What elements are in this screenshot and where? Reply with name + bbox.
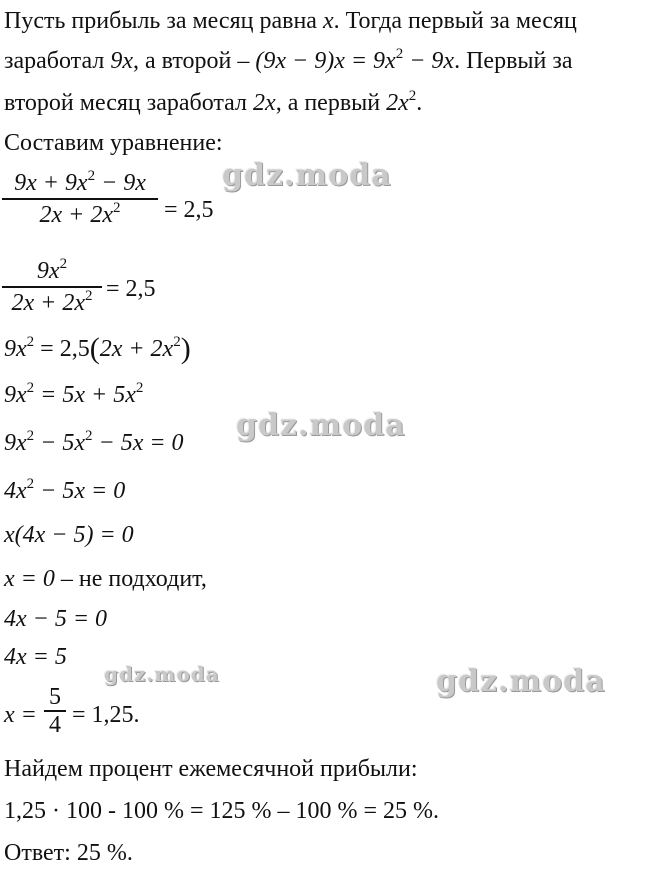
math-expr: 4x — [4, 478, 27, 504]
equation-6 — [4, 476, 125, 506]
equation-9: 4x − 5 = 0 — [4, 606, 108, 632]
exponent: 2 — [408, 88, 417, 104]
equation-5 — [4, 428, 184, 458]
watermark-logo: gdz.moda — [222, 158, 392, 193]
math-expr: 2x — [386, 90, 409, 116]
exponent: 2 — [135, 380, 144, 396]
text-segment: – не подходит, — [54, 566, 207, 592]
math-expr: 9x + 9x — [14, 170, 88, 196]
paren-close: ) — [180, 332, 191, 365]
math-expr: = 5x + 5x — [34, 382, 136, 408]
math-expr: − 5x = 0 — [92, 430, 184, 456]
text-segment: заработал — [4, 48, 111, 74]
watermark-logo: gdz.moda — [104, 662, 220, 686]
fraction-denominator — [2, 200, 158, 230]
exponent: 2 — [85, 287, 93, 304]
equation-11-rhs: = 1,25. — [72, 702, 140, 728]
fraction-eq1 — [2, 168, 158, 230]
equation-3 — [4, 334, 191, 364]
exponent: 2 — [59, 256, 68, 272]
equation-4 — [4, 380, 143, 410]
text-line-3 — [4, 88, 422, 118]
math-expr: − 5x = 0 — [34, 478, 126, 504]
text-segment: . — [416, 90, 423, 116]
text-calculation: 1,25 · 100 - 100 % = 125 % – 100 % = 25 %. — [4, 798, 440, 824]
exponent: 2 — [173, 334, 181, 350]
exponent: 2 — [85, 428, 93, 444]
text-segment: . Тогда первый за месяц — [333, 8, 577, 34]
equation-rhs: = 2,5 — [164, 197, 214, 223]
text-segment: второй месяц заработал — [4, 90, 254, 116]
exponent: 2 — [26, 380, 35, 396]
equation-7: x(4x − 5) = 0 — [4, 522, 134, 548]
fraction-denominator — [2, 288, 102, 318]
exponent: 2 — [113, 199, 121, 216]
text-segment: . Первый за — [454, 48, 573, 74]
equation-11-lhs: x = — [4, 702, 37, 728]
math-expr: (9x − 9)x = 9x — [255, 48, 396, 74]
fraction-numerator: 5 — [49, 684, 61, 710]
math-expr: 9x — [36, 258, 60, 284]
math-expr: 9x — [4, 382, 27, 408]
equation-8 — [4, 564, 207, 594]
math-expr: 2x + 2x — [99, 336, 174, 362]
math-expr: 9x — [4, 336, 27, 362]
text-line-4 — [4, 128, 223, 158]
math-expr: 9x — [110, 48, 133, 74]
text-line-2 — [4, 46, 573, 76]
watermark-logo: gdz.moda — [436, 664, 606, 699]
math-expr: − 5x — [34, 430, 86, 456]
text-line-1 — [4, 6, 577, 36]
exponent: 2 — [395, 46, 404, 62]
text-segment: Пусть прибыль за месяц равна — [4, 8, 323, 34]
watermark-logo: gdz.moda — [236, 408, 406, 443]
text-segment: , а первый — [275, 90, 387, 116]
math-expr: 2x — [253, 90, 276, 116]
math-expr: − 9x — [95, 170, 146, 196]
math-var: x — [322, 8, 334, 34]
text-answer: Ответ: 25 %. — [4, 840, 133, 866]
equation-10: 4x = 5 — [4, 644, 67, 670]
text-find-percent: Найдем процент ежемесячной прибыли: — [4, 756, 418, 782]
text-segment: , а второй – — [132, 48, 256, 74]
math-expr: − 9x — [403, 48, 455, 74]
fraction-eq2 — [2, 256, 102, 318]
text-segment: Составим уравнение: — [4, 130, 223, 156]
math-expr: 2x + 2x — [39, 201, 113, 228]
math-expr: = 2,5 — [34, 336, 90, 362]
math-expr: x = 0 — [4, 566, 55, 592]
fraction-numerator — [2, 168, 158, 198]
equation-rhs: = 2,5 — [106, 276, 156, 302]
math-expr: 9x — [4, 430, 27, 456]
math-expr: 2x + 2x — [11, 289, 85, 316]
exponent: 2 — [26, 334, 35, 350]
fraction-denominator: 4 — [49, 711, 61, 738]
fraction-eq11 — [44, 684, 66, 738]
exponent: 2 — [26, 428, 35, 444]
paren-open: ( — [89, 332, 100, 365]
fraction-numerator — [2, 256, 102, 286]
exponent: 2 — [26, 476, 35, 492]
exponent: 2 — [87, 168, 96, 184]
